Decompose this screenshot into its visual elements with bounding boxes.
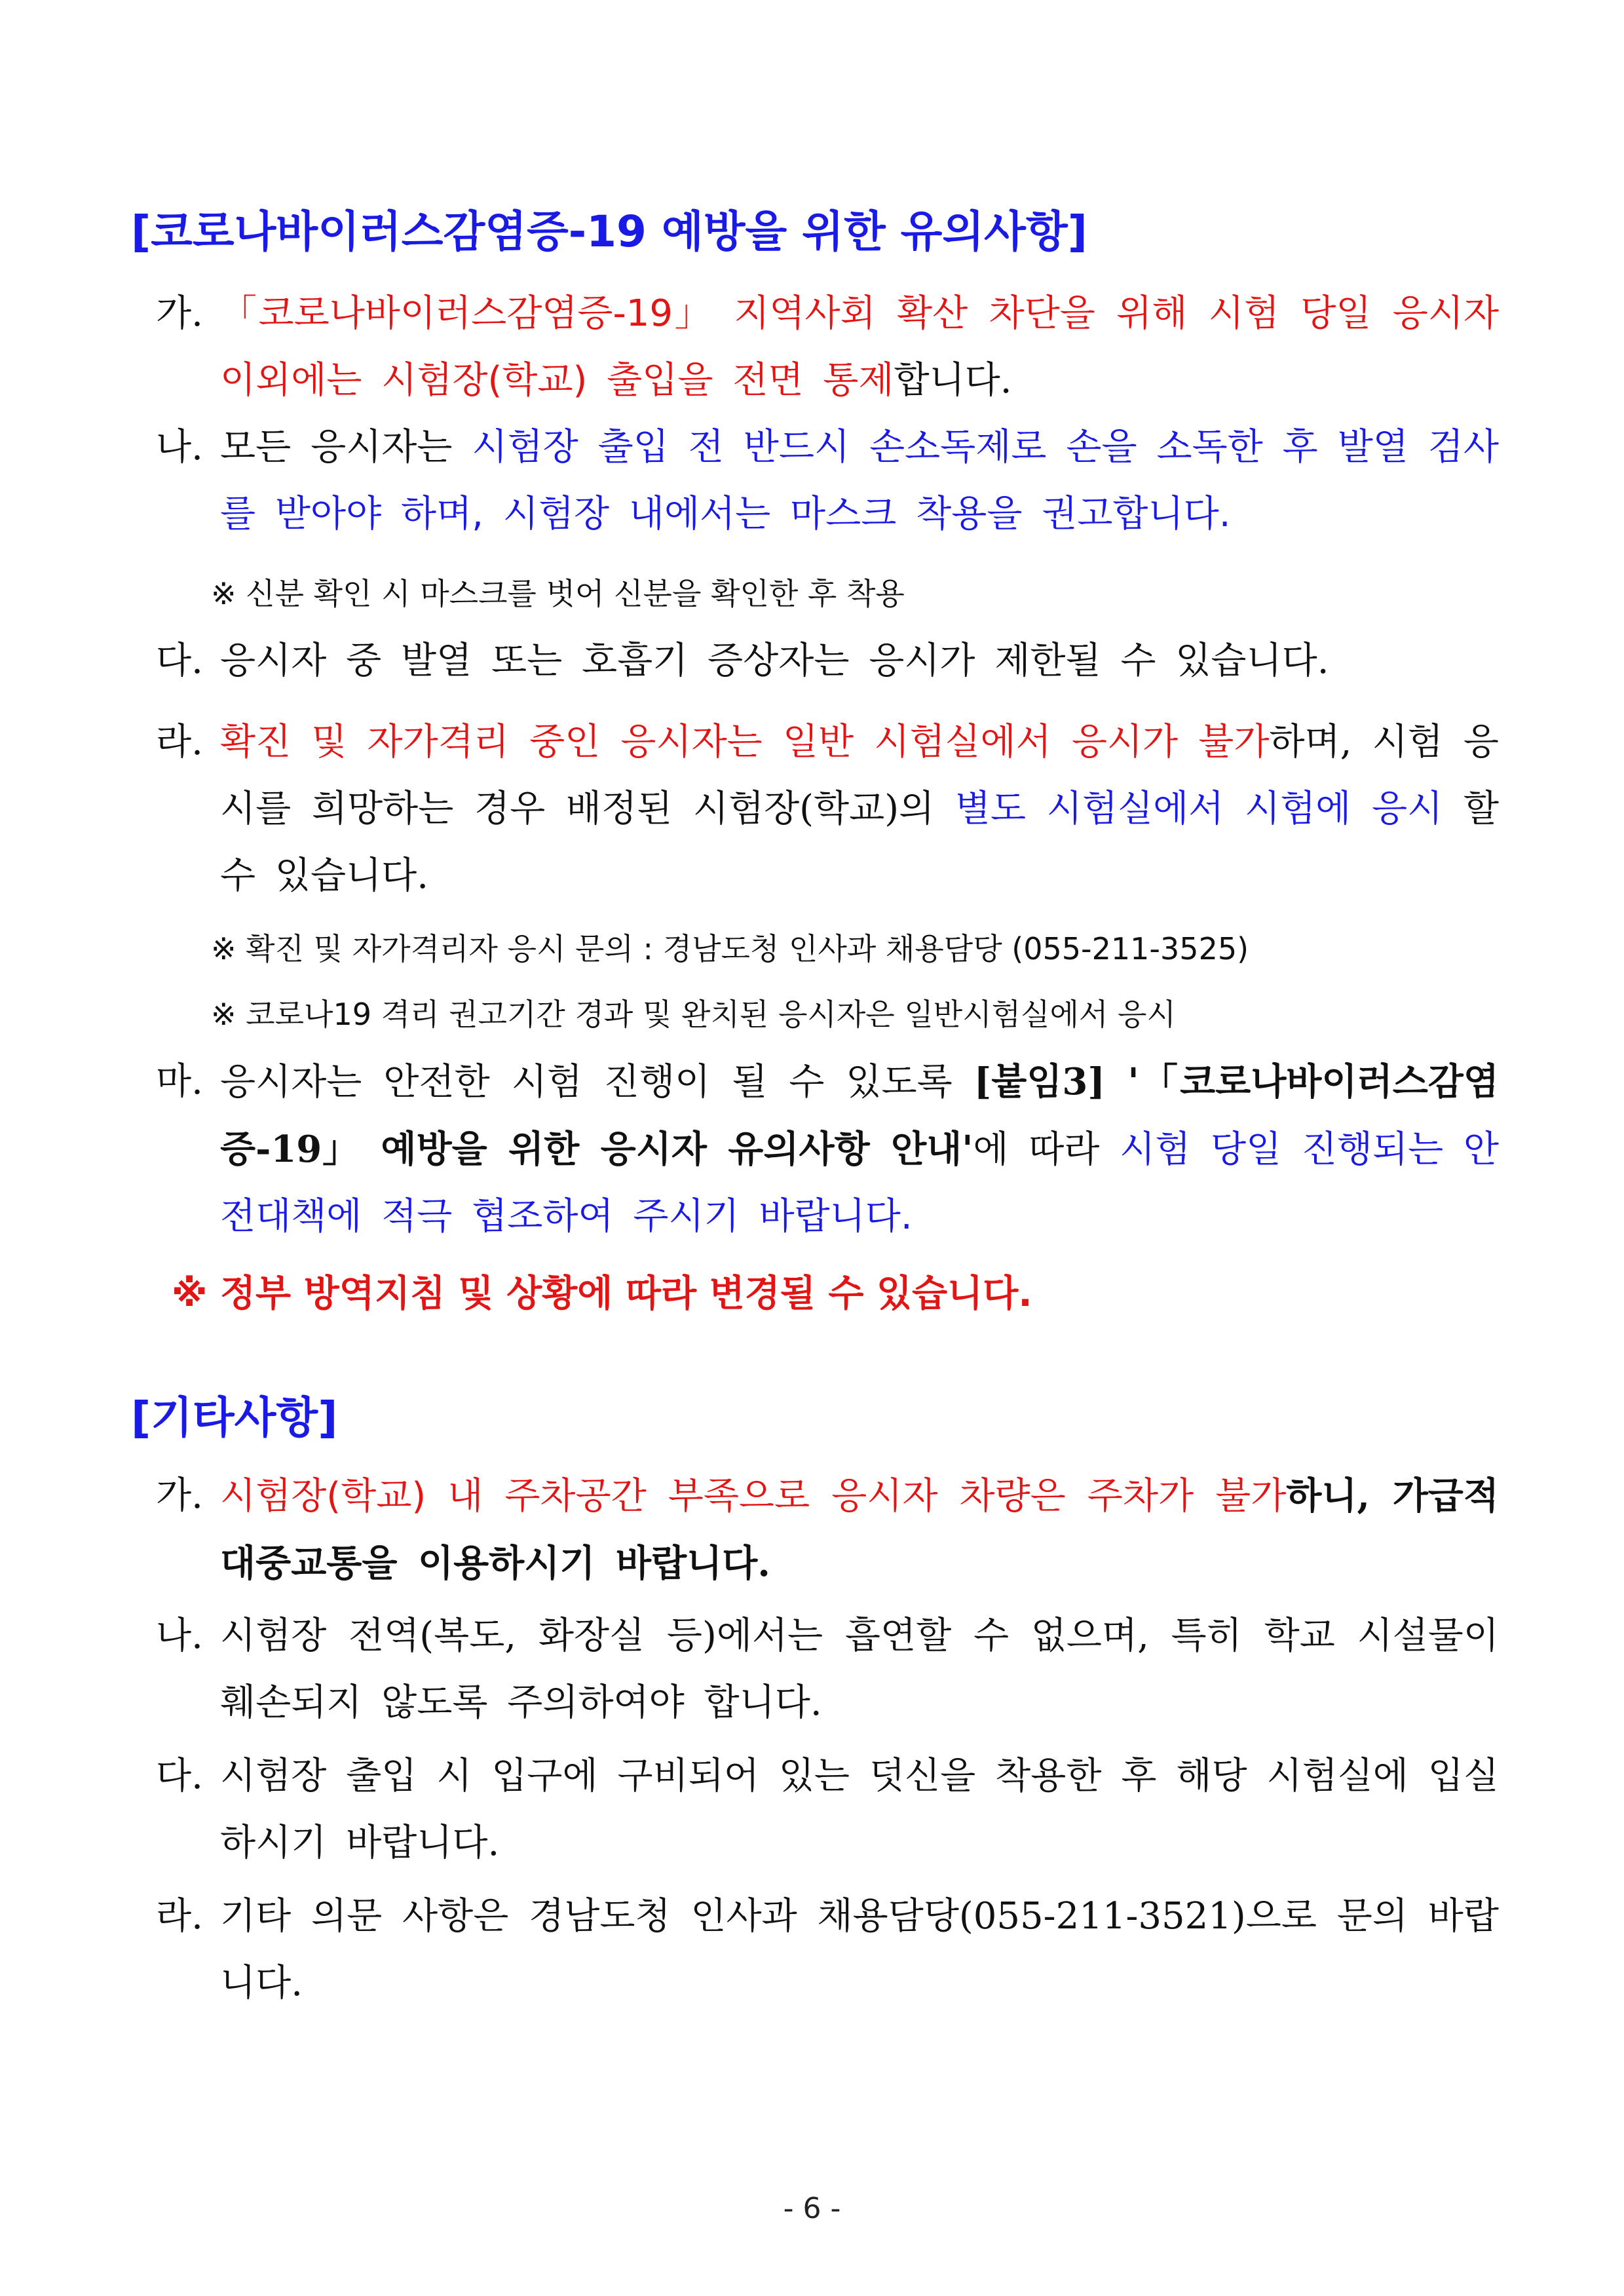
item-marker: 마. xyxy=(156,1060,203,1103)
text-segment-blue: 시험 당일 진행되는 안전대책에 적극 협조하여 주시기 바랍니다. xyxy=(220,1128,1499,1238)
item-text xyxy=(220,1603,1499,1736)
note-quarantine-inquiry: ※ 확진 및 자가격리자 응시 문의 : 경남도청 인사과 채용담당 (055-211-3525) xyxy=(211,931,1249,966)
covid-item-ra xyxy=(156,709,1499,909)
item-text xyxy=(220,1743,1499,1877)
note-recovered-candidates: ※ 코로나19 격리 권고기간 경과 및 완치된 응시자은 일반시험실에서 응시 xyxy=(211,997,1176,1032)
item-marker: 라. xyxy=(156,1895,203,1938)
section-heading-covid: [코로나바이러스감염증-19 예방을 위한 유의사항] xyxy=(131,206,1087,257)
other-item-ga xyxy=(156,1463,1499,1598)
item-text xyxy=(220,280,1499,414)
other-item-da xyxy=(156,1743,1499,1877)
text-segment: 에 따라 xyxy=(973,1128,1120,1171)
warning-policy-change: ※ 정부 방역지침 및 상황에 따라 변경될 수 있습니다. xyxy=(172,1272,1032,1315)
text-segment-red: 「코로나바이러스감염증-19」 지역사회 확산 차단을 위해 시험 당일 응시자 이외에는 시험장(학교) 출입을 전면 통제 xyxy=(220,292,1499,402)
text-segment: 시험장 출입 시 입구에 구비되어 있는 덧신을 착용한 후 해당 시험실에 입실하시기 바랍니다. xyxy=(220,1755,1499,1864)
text-segment-red: 시험장(학교) 내 주차공간 부족으로 응시자 차량은 주차가 불가 xyxy=(220,1475,1287,1518)
covid-item-da xyxy=(156,628,1499,695)
page-number: - 6 - xyxy=(783,2192,841,2225)
text-segment-bold: 하니, 가급적 대중교통을 이용하시기 바랍니다. xyxy=(220,1474,1499,1585)
text-segment: 합니다. xyxy=(894,359,1012,402)
note-mask-removal: ※ 신분 확인 시 마스크를 벗어 신분을 확인한 후 착용 xyxy=(211,576,905,611)
item-text xyxy=(220,1463,1499,1598)
covid-item-ma xyxy=(156,1048,1499,1250)
item-marker: 라. xyxy=(156,721,203,763)
item-marker: 나. xyxy=(156,426,203,469)
covid-item-ga xyxy=(156,280,1499,414)
item-marker: 나. xyxy=(156,1615,203,1657)
covid-item-na xyxy=(156,414,1499,548)
item-text xyxy=(220,709,1499,909)
other-item-ra xyxy=(156,1883,1499,2017)
text-segment: 할 수 있습니다. xyxy=(220,788,1499,897)
item-marker: 다. xyxy=(156,640,203,682)
item-marker: 가. xyxy=(156,292,203,335)
text-segment: 모든 응시자는 xyxy=(220,426,472,469)
item-text xyxy=(220,1883,1499,2017)
text-segment-red: 확진 및 자가격리 중인 응시자는 일반 시험실에서 응시가 불가 xyxy=(220,721,1270,763)
text-segment: 시험장 전역(복도, 화장실 등)에서는 흡연할 수 없으며, 특히 학교 시설물이 훼손되지 않도록 주의하여야 합니다. xyxy=(220,1615,1499,1724)
text-segment-blue: 별도 시험실에서 시험에 응시 xyxy=(954,788,1443,830)
other-item-na xyxy=(156,1603,1499,1736)
text-segment: 하며, 시험 응시를 희망하는 경우 배정된 시험장(학교)의 xyxy=(220,721,1499,830)
text-segment-bold: [붙임3] '「코로나바이러스감염증-19」 예방을 위한 응시자 유의사항 안내' xyxy=(220,1060,1499,1171)
item-marker: 다. xyxy=(156,1755,203,1797)
item-text xyxy=(220,628,1499,695)
text-segment: 기타 의문 사항은 경남도청 인사과 채용담당(055-211-3521)으로 문의 바랍니다. xyxy=(220,1895,1499,2004)
item-text xyxy=(220,1048,1499,1250)
text-segment: 응시자는 안전한 시험 진행이 될 수 있도록 xyxy=(220,1061,974,1103)
section-heading-other: [기타사항] xyxy=(131,1392,338,1443)
text-segment-blue: 시험장 출입 전 반드시 손소독제로 손을 소독한 후 발열 검사를 받아야 하며, 시험장 내에서는 마스크 착용을 권고합니다. xyxy=(220,426,1499,535)
text-segment: 응시자 중 발열 또는 호흡기 증상자는 응시가 제한될 수 있습니다. xyxy=(220,640,1329,682)
item-marker: 가. xyxy=(156,1474,203,1517)
item-text xyxy=(220,414,1499,548)
